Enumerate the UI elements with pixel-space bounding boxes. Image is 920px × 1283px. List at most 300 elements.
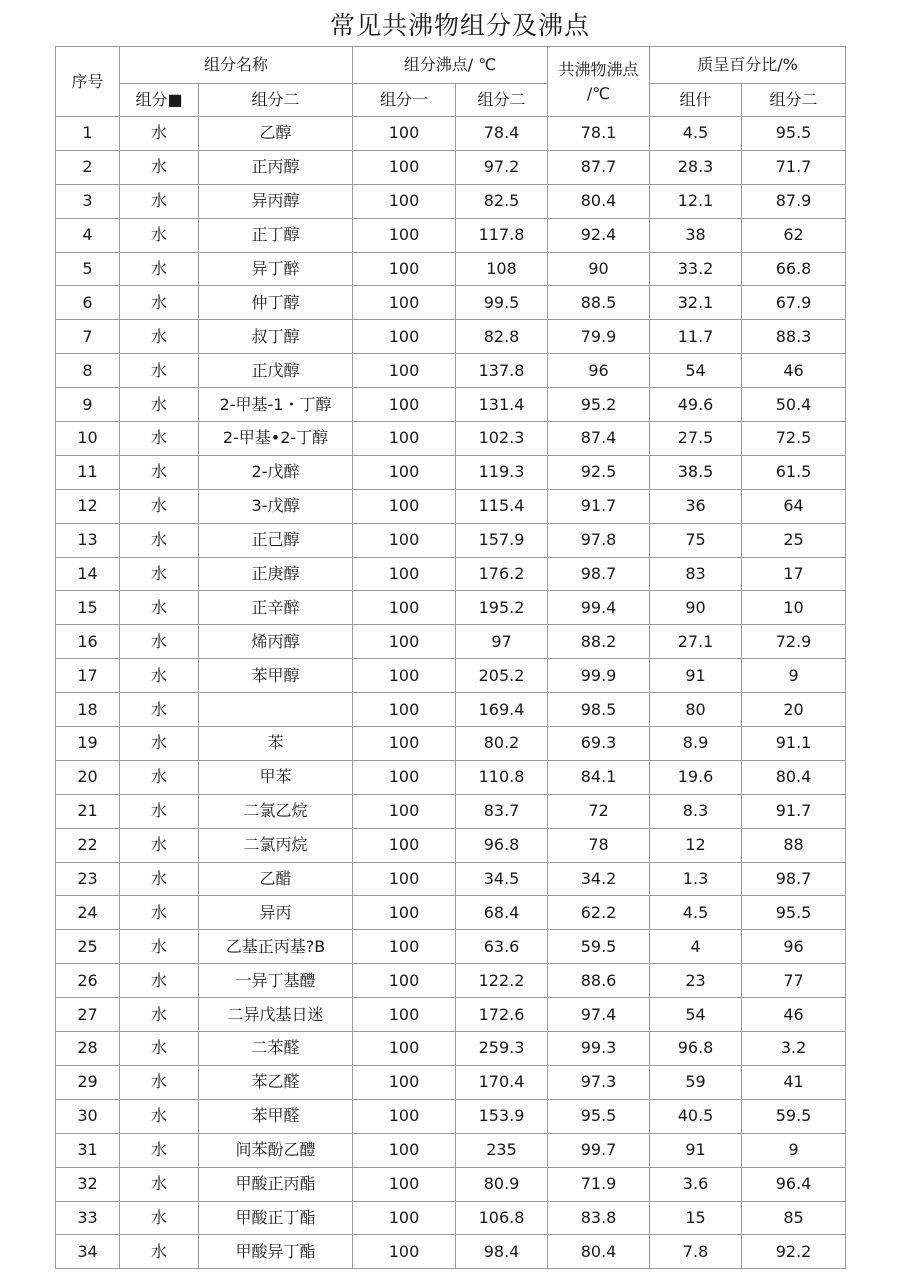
cell-azeotrope-bp: 62.2 — [548, 896, 650, 930]
cell-bp-1: 100 — [353, 998, 456, 1032]
cell-component-2: 正戊醇 — [199, 354, 353, 388]
cell-component-1: 水 — [120, 693, 199, 727]
table-row — [56, 1032, 846, 1066]
cell-pct-2: 9 — [742, 659, 846, 693]
cell-component-2: 异丙 — [199, 896, 353, 930]
cell-bp-2: 153.9 — [456, 1099, 548, 1133]
cell-azeotrope-bp: 72 — [548, 794, 650, 828]
cell-component-1: 水 — [120, 523, 199, 557]
cell-index: 22 — [56, 828, 120, 862]
cell-component-1: 水 — [120, 489, 199, 523]
table-row — [56, 930, 846, 964]
cell-azeotrope-bp: 69.3 — [548, 727, 650, 761]
cell-bp-2: 117.8 — [456, 218, 548, 252]
cell-pct-2: 91.1 — [742, 727, 846, 761]
cell-index: 29 — [56, 1065, 120, 1099]
cell-index: 14 — [56, 557, 120, 591]
cell-bp-1: 100 — [353, 964, 456, 998]
cell-pct-2: 9 — [742, 1133, 846, 1167]
cell-index: 1 — [56, 117, 120, 151]
cell-pct-1: 91 — [650, 1133, 742, 1167]
cell-azeotrope-bp: 99.3 — [548, 1032, 650, 1066]
cell-pct-2: 95.5 — [742, 896, 846, 930]
cell-pct-2: 17 — [742, 557, 846, 591]
table-row — [56, 557, 846, 591]
cell-index: 12 — [56, 489, 120, 523]
header-component-1: 组分■ — [120, 84, 199, 117]
cell-pct-1: 12.1 — [650, 184, 742, 218]
cell-pct-2: 96.4 — [742, 1167, 846, 1201]
cell-bp-2: 157.9 — [456, 523, 548, 557]
cell-component-2: 正庚醇 — [199, 557, 353, 591]
cell-pct-1: 23 — [650, 964, 742, 998]
cell-component-2: 正丁醇 — [199, 218, 353, 252]
header-azeotrope-bp-line2: /℃ — [586, 83, 611, 103]
header-azeotrope-bp — [548, 47, 650, 117]
header-mass-percent: 质呈百分比/% — [650, 47, 846, 84]
cell-index: 28 — [56, 1032, 120, 1066]
cell-component-2 — [199, 693, 353, 727]
header-pct-1: 组什 — [650, 84, 742, 117]
cell-bp-1: 100 — [353, 896, 456, 930]
cell-component-2: 二异戊基日迷 — [199, 998, 353, 1032]
cell-bp-2: 176.2 — [456, 557, 548, 591]
cell-index: 27 — [56, 998, 120, 1032]
cell-bp-2: 78.4 — [456, 117, 548, 151]
cell-bp-2: 110.8 — [456, 760, 548, 794]
cell-bp-1: 100 — [353, 117, 456, 151]
cell-azeotrope-bp: 34.2 — [548, 862, 650, 896]
cell-bp-1: 100 — [353, 523, 456, 557]
cell-component-1: 水 — [120, 862, 199, 896]
cell-pct-1: 96.8 — [650, 1032, 742, 1066]
cell-azeotrope-bp: 97.8 — [548, 523, 650, 557]
cell-bp-2: 122.2 — [456, 964, 548, 998]
cell-component-2: 苯乙醛 — [199, 1065, 353, 1099]
cell-pct-2: 61.5 — [742, 455, 846, 489]
cell-index: 33 — [56, 1201, 120, 1235]
cell-bp-1: 100 — [353, 286, 456, 320]
table-row — [56, 760, 846, 794]
cell-pct-1: 54 — [650, 998, 742, 1032]
cell-bp-2: 98.4 — [456, 1235, 548, 1269]
table-row — [56, 286, 846, 320]
cell-pct-1: 12 — [650, 828, 742, 862]
cell-pct-2: 41 — [742, 1065, 846, 1099]
table-row — [56, 252, 846, 286]
table-row — [56, 150, 846, 184]
cell-pct-1: 40.5 — [650, 1099, 742, 1133]
cell-bp-2: 115.4 — [456, 489, 548, 523]
cell-pct-2: 91.7 — [742, 794, 846, 828]
cell-bp-2: 137.8 — [456, 354, 548, 388]
table-row — [56, 1099, 846, 1133]
cell-pct-2: 77 — [742, 964, 846, 998]
cell-index: 24 — [56, 896, 120, 930]
cell-component-2: 一异丁基醴 — [199, 964, 353, 998]
cell-component-2: 甲酸异丁酯 — [199, 1235, 353, 1269]
azeotrope-table — [55, 46, 846, 1269]
table-row — [56, 489, 846, 523]
cell-pct-2: 46 — [742, 354, 846, 388]
cell-bp-1: 100 — [353, 625, 456, 659]
cell-index: 15 — [56, 591, 120, 625]
cell-pct-1: 7.8 — [650, 1235, 742, 1269]
cell-component-1: 水 — [120, 388, 199, 422]
cell-pct-1: 49.6 — [650, 388, 742, 422]
cell-component-2: 二氯丙烷 — [199, 828, 353, 862]
cell-bp-1: 100 — [353, 828, 456, 862]
page-title: 常见共沸物组分及沸点 — [329, 11, 590, 40]
header-component-2: 组分二 — [199, 84, 353, 117]
cell-bp-2: 80.2 — [456, 727, 548, 761]
cell-bp-1: 100 — [353, 1065, 456, 1099]
table-row — [56, 659, 846, 693]
cell-pct-2: 88 — [742, 828, 846, 862]
cell-bp-2: 80.9 — [456, 1167, 548, 1201]
cell-bp-2: 63.6 — [456, 930, 548, 964]
cell-bp-2: 97 — [456, 625, 548, 659]
cell-pct-1: 33.2 — [650, 252, 742, 286]
cell-pct-1: 27.1 — [650, 625, 742, 659]
cell-component-1: 水 — [120, 218, 199, 252]
cell-index: 2 — [56, 150, 120, 184]
cell-bp-2: 96.8 — [456, 828, 548, 862]
table-row — [56, 828, 846, 862]
table-row — [56, 1065, 846, 1099]
cell-pct-2: 92.2 — [742, 1235, 846, 1269]
cell-component-1: 水 — [120, 1133, 199, 1167]
cell-component-2: 叔丁醇 — [199, 320, 353, 354]
table-row — [56, 422, 846, 456]
cell-bp-2: 108 — [456, 252, 548, 286]
header-pct-2: 组分二 — [742, 84, 846, 117]
cell-component-2: 正辛醉 — [199, 591, 353, 625]
cell-index: 11 — [56, 455, 120, 489]
cell-index: 20 — [56, 760, 120, 794]
cell-pct-1: 75 — [650, 523, 742, 557]
cell-bp-1: 100 — [353, 557, 456, 591]
table-row — [56, 117, 846, 151]
cell-component-2: 甲酸正丙酯 — [199, 1167, 353, 1201]
cell-azeotrope-bp: 87.4 — [548, 422, 650, 456]
cell-component-2: 甲酸正丁酯 — [199, 1201, 353, 1235]
cell-bp-1: 100 — [353, 320, 456, 354]
cell-index: 26 — [56, 964, 120, 998]
cell-bp-2: 82.8 — [456, 320, 548, 354]
cell-bp-1: 100 — [353, 489, 456, 523]
table-row — [56, 591, 846, 625]
cell-azeotrope-bp: 80.4 — [548, 184, 650, 218]
cell-pct-1: 8.9 — [650, 727, 742, 761]
cell-pct-2: 25 — [742, 523, 846, 557]
header-row-2 — [56, 84, 846, 117]
cell-index: 25 — [56, 930, 120, 964]
cell-pct-1: 28.3 — [650, 150, 742, 184]
cell-component-2: 乙醇 — [199, 117, 353, 151]
cell-bp-2: 106.8 — [456, 1201, 548, 1235]
cell-component-2: 苯 — [199, 727, 353, 761]
cell-bp-1: 100 — [353, 422, 456, 456]
cell-component-2: 乙醋 — [199, 862, 353, 896]
cell-component-1: 水 — [120, 1201, 199, 1235]
table-row — [56, 862, 846, 896]
cell-component-2: 正丙醇 — [199, 150, 353, 184]
cell-pct-2: 62 — [742, 218, 846, 252]
cell-bp-1: 100 — [353, 354, 456, 388]
cell-index: 19 — [56, 727, 120, 761]
cell-azeotrope-bp: 78.1 — [548, 117, 650, 151]
cell-bp-1: 100 — [353, 388, 456, 422]
cell-component-1: 水 — [120, 659, 199, 693]
cell-component-1: 水 — [120, 252, 199, 286]
cell-component-1: 水 — [120, 320, 199, 354]
cell-pct-2: 50.4 — [742, 388, 846, 422]
cell-azeotrope-bp: 84.1 — [548, 760, 650, 794]
cell-component-2: 间苯酚乙醴 — [199, 1133, 353, 1167]
cell-pct-2: 85 — [742, 1201, 846, 1235]
cell-component-1: 水 — [120, 1235, 199, 1269]
cell-azeotrope-bp: 92.4 — [548, 218, 650, 252]
cell-pct-1: 90 — [650, 591, 742, 625]
cell-bp-1: 100 — [353, 693, 456, 727]
header-component-names: 组分名称 — [120, 47, 353, 84]
cell-azeotrope-bp: 88.2 — [548, 625, 650, 659]
cell-azeotrope-bp: 98.5 — [548, 693, 650, 727]
cell-index: 30 — [56, 1099, 120, 1133]
cell-bp-2: 235 — [456, 1133, 548, 1167]
cell-azeotrope-bp: 97.3 — [548, 1065, 650, 1099]
header-component-boiling-points: 组分沸点/ ℃ — [353, 47, 548, 84]
cell-pct-1: 32.1 — [650, 286, 742, 320]
table-row — [56, 727, 846, 761]
cell-index: 16 — [56, 625, 120, 659]
cell-pct-2: 64 — [742, 489, 846, 523]
cell-index: 9 — [56, 388, 120, 422]
cell-bp-1: 100 — [353, 1235, 456, 1269]
cell-component-2: 甲苯 — [199, 760, 353, 794]
cell-pct-2: 66.8 — [742, 252, 846, 286]
cell-pct-2: 95.5 — [742, 117, 846, 151]
table-row — [56, 625, 846, 659]
cell-azeotrope-bp: 80.4 — [548, 1235, 650, 1269]
table-row — [56, 320, 846, 354]
cell-component-2: 异丙醇 — [199, 184, 353, 218]
cell-azeotrope-bp: 87.7 — [548, 150, 650, 184]
cell-component-1: 水 — [120, 760, 199, 794]
cell-pct-2: 96 — [742, 930, 846, 964]
header-azeotrope-bp-line1: 共沸物沸点 — [558, 59, 639, 79]
cell-component-1: 水 — [120, 117, 199, 151]
cell-bp-2: 259.3 — [456, 1032, 548, 1066]
cell-component-1: 水 — [120, 625, 199, 659]
header-index: 序号 — [56, 47, 120, 117]
table-body — [56, 117, 846, 1269]
cell-bp-1: 100 — [353, 862, 456, 896]
cell-index: 10 — [56, 422, 120, 456]
cell-component-2: 二氯乙烷 — [199, 794, 353, 828]
cell-pct-2: 3.2 — [742, 1032, 846, 1066]
cell-bp-1: 100 — [353, 1032, 456, 1066]
cell-bp-1: 100 — [353, 1167, 456, 1201]
cell-component-2: 苯甲醛 — [199, 1099, 353, 1133]
cell-bp-2: 170.4 — [456, 1065, 548, 1099]
cell-component-1: 水 — [120, 1032, 199, 1066]
cell-pct-1: 54 — [650, 354, 742, 388]
table-row — [56, 523, 846, 557]
cell-component-2: 二苯醛 — [199, 1032, 353, 1066]
cell-azeotrope-bp: 79.9 — [548, 320, 650, 354]
cell-bp-2: 102.3 — [456, 422, 548, 456]
cell-component-2: 仲丁醇 — [199, 286, 353, 320]
cell-component-1: 水 — [120, 1099, 199, 1133]
cell-component-1: 水 — [120, 896, 199, 930]
cell-pct-1: 4.5 — [650, 896, 742, 930]
cell-azeotrope-bp: 99.7 — [548, 1133, 650, 1167]
cell-component-1: 水 — [120, 828, 199, 862]
cell-component-2: 2-甲基-1・丁醇 — [199, 388, 353, 422]
table-row — [56, 896, 846, 930]
cell-pct-1: 15 — [650, 1201, 742, 1235]
cell-pct-1: 8.3 — [650, 794, 742, 828]
cell-pct-1: 19.6 — [650, 760, 742, 794]
header-bp-1: 组分一 — [353, 84, 456, 117]
cell-bp-2: 169.4 — [456, 693, 548, 727]
table-row — [56, 218, 846, 252]
cell-bp-1: 100 — [353, 455, 456, 489]
cell-pct-2: 87.9 — [742, 184, 846, 218]
cell-component-1: 水 — [120, 557, 199, 591]
cell-index: 3 — [56, 184, 120, 218]
cell-azeotrope-bp: 99.9 — [548, 659, 650, 693]
cell-pct-1: 91 — [650, 659, 742, 693]
cell-component-1: 水 — [120, 455, 199, 489]
cell-bp-1: 100 — [353, 1133, 456, 1167]
cell-bp-1: 100 — [353, 930, 456, 964]
cell-index: 23 — [56, 862, 120, 896]
table-row — [56, 1133, 846, 1167]
cell-index: 6 — [56, 286, 120, 320]
cell-bp-1: 100 — [353, 1099, 456, 1133]
cell-pct-2: 71.7 — [742, 150, 846, 184]
cell-pct-2: 59.5 — [742, 1099, 846, 1133]
cell-pct-1: 38.5 — [650, 455, 742, 489]
cell-index: 18 — [56, 693, 120, 727]
header-bp-2: 组分二 — [456, 84, 548, 117]
cell-pct-2: 46 — [742, 998, 846, 1032]
cell-index: 7 — [56, 320, 120, 354]
cell-component-1: 水 — [120, 422, 199, 456]
table-row — [56, 1167, 846, 1201]
cell-azeotrope-bp: 97.4 — [548, 998, 650, 1032]
cell-component-2: 2-戊醉 — [199, 455, 353, 489]
cell-bp-1: 100 — [353, 727, 456, 761]
cell-bp-2: 34.5 — [456, 862, 548, 896]
table-row — [56, 794, 846, 828]
table-row — [56, 693, 846, 727]
cell-component-1: 水 — [120, 1065, 199, 1099]
cell-azeotrope-bp: 92.5 — [548, 455, 650, 489]
cell-pct-2: 88.3 — [742, 320, 846, 354]
cell-azeotrope-bp: 98.7 — [548, 557, 650, 591]
cell-bp-2: 172.6 — [456, 998, 548, 1032]
cell-index: 32 — [56, 1167, 120, 1201]
cell-azeotrope-bp: 88.5 — [548, 286, 650, 320]
cell-component-1: 水 — [120, 727, 199, 761]
cell-pct-2: 10 — [742, 591, 846, 625]
cell-pct-1: 38 — [650, 218, 742, 252]
cell-component-2: 2-甲基•2-丁醇 — [199, 422, 353, 456]
cell-component-2: 烯丙醇 — [199, 625, 353, 659]
cell-component-2: 异丁醉 — [199, 252, 353, 286]
cell-bp-1: 100 — [353, 184, 456, 218]
cell-bp-1: 100 — [353, 1201, 456, 1235]
cell-pct-2: 20 — [742, 693, 846, 727]
cell-bp-2: 195.2 — [456, 591, 548, 625]
cell-bp-1: 100 — [353, 252, 456, 286]
cell-pct-1: 4.5 — [650, 117, 742, 151]
cell-component-1: 水 — [120, 150, 199, 184]
cell-pct-1: 4 — [650, 930, 742, 964]
cell-component-1: 水 — [120, 964, 199, 998]
cell-azeotrope-bp: 88.6 — [548, 964, 650, 998]
cell-bp-2: 83.7 — [456, 794, 548, 828]
cell-pct-1: 1.3 — [650, 862, 742, 896]
cell-bp-2: 97.2 — [456, 150, 548, 184]
cell-component-1: 水 — [120, 998, 199, 1032]
cell-index: 4 — [56, 218, 120, 252]
cell-azeotrope-bp: 59.5 — [548, 930, 650, 964]
cell-index: 21 — [56, 794, 120, 828]
cell-index: 8 — [56, 354, 120, 388]
cell-index: 34 — [56, 1235, 120, 1269]
cell-pct-1: 36 — [650, 489, 742, 523]
table-row — [56, 998, 846, 1032]
header-row-1 — [56, 47, 846, 84]
cell-component-1: 水 — [120, 184, 199, 218]
cell-component-1: 水 — [120, 591, 199, 625]
cell-bp-2: 99.5 — [456, 286, 548, 320]
cell-pct-1: 80 — [650, 693, 742, 727]
cell-bp-1: 100 — [353, 591, 456, 625]
cell-bp-1: 100 — [353, 659, 456, 693]
table-row — [56, 184, 846, 218]
table-row — [56, 455, 846, 489]
cell-bp-1: 100 — [353, 794, 456, 828]
cell-component-2: 乙基正丙基?B — [199, 930, 353, 964]
cell-pct-1: 59 — [650, 1065, 742, 1099]
cell-bp-2: 119.3 — [456, 455, 548, 489]
cell-azeotrope-bp: 90 — [548, 252, 650, 286]
table-row — [56, 388, 846, 422]
cell-bp-2: 82.5 — [456, 184, 548, 218]
cell-component-1: 水 — [120, 1167, 199, 1201]
cell-pct-2: 72.9 — [742, 625, 846, 659]
cell-pct-1: 83 — [650, 557, 742, 591]
cell-bp-1: 100 — [353, 150, 456, 184]
cell-pct-1: 27.5 — [650, 422, 742, 456]
cell-pct-1: 3.6 — [650, 1167, 742, 1201]
cell-pct-1: 11.7 — [650, 320, 742, 354]
cell-bp-1: 100 — [353, 760, 456, 794]
cell-azeotrope-bp: 95.2 — [548, 388, 650, 422]
cell-azeotrope-bp: 99.4 — [548, 591, 650, 625]
cell-azeotrope-bp: 96 — [548, 354, 650, 388]
cell-bp-2: 131.4 — [456, 388, 548, 422]
cell-index: 17 — [56, 659, 120, 693]
cell-pct-2: 72.5 — [742, 422, 846, 456]
cell-component-1: 水 — [120, 930, 199, 964]
